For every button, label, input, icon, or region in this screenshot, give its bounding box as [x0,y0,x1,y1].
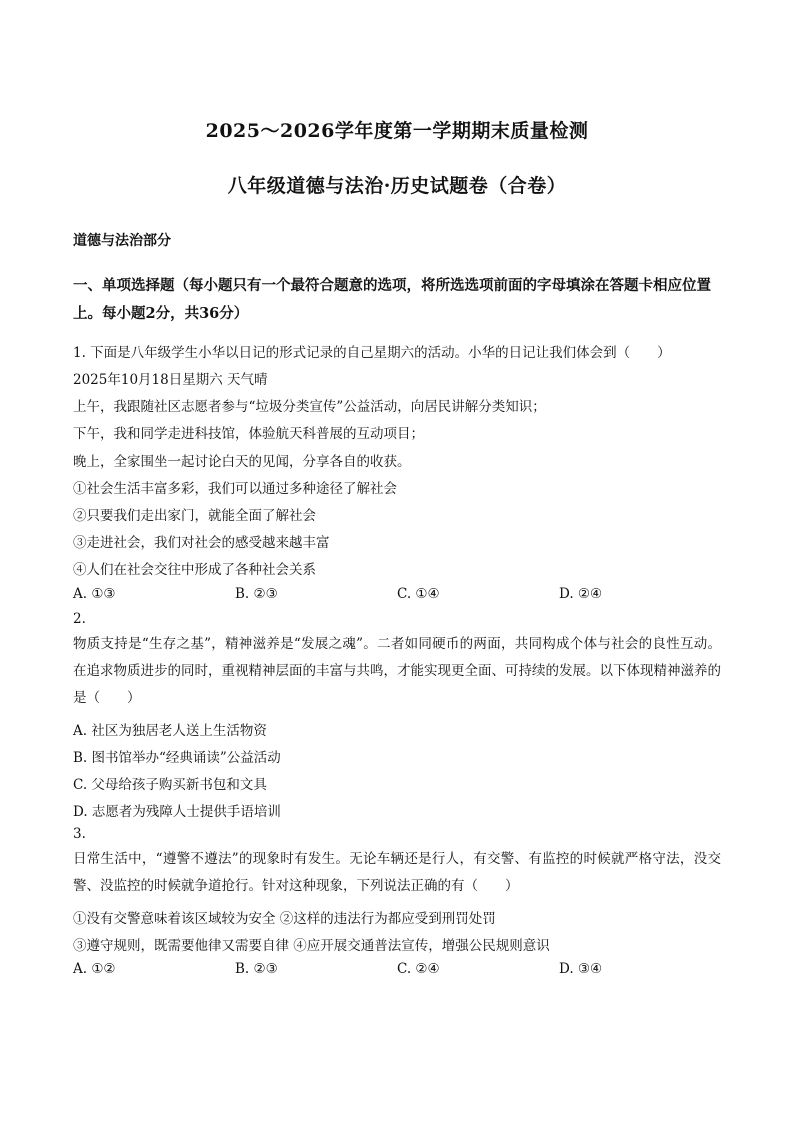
q3-statement-1: ①没有交警意味着该区域较为安全 ②这样的违法行为都应受到刑罚处罚 [73,911,496,927]
q3-option-c[interactable]: C. ②④ [397,961,440,977]
q1-statement-3: ③走进社会，我们对社会的感受越来越丰富 [73,535,330,551]
q3-options [73,961,733,981]
q3-stem: 日常生活中，“遵警不遵法”的现象时有发生。无论车辆还是行人，有交警、有监控的时候就严格守法，没交警、没监控的时候就争道抢行。针对这种现象，下列说法正确的有（ ） [73,851,721,894]
q1-diary-date: 2025年10月18日星期六 天气晴 [73,372,268,388]
q1-diary-morning: 上午，我跟随社区志愿者参与“垃圾分类宣传”公益活动，向居民讲解分类知识； [73,399,546,415]
q1-stem: 1. 下面是八年级学生小华以日记的形式记录的自己星期六的活动。小华的日记让我们体会到（ ） [73,345,671,361]
q2-stem: 物质支持是“生存之基”，精神滋养是“发展之魂”。二者如同硬币的两面，共同构成个体与社会的良性互动。在追求物质进步的同时，重视精神层面的丰富与共鸣，才能实现更全面、可持续的发展。以下体现精神滋养的是（ ） [73,636,721,706]
q3-option-d[interactable]: D. ③④ [559,961,603,977]
q2-option-a[interactable]: A. 社区为独居老人送上生活物资 [73,723,267,739]
q2-option-c[interactable]: C. 父母给孩子购买新书包和文具 [73,777,267,793]
q1-options [73,586,733,606]
q1-statement-2: ②只要我们走出家门，就能全面了解社会 [73,508,316,524]
q1-diary-evening: 晚上，全家围坐一起讨论白天的见闻，分享各自的收获。 [73,454,411,470]
q1-option-c[interactable]: C. ①④ [397,586,440,602]
part-heading: 一、单项选择题（每小题只有一个最符合题意的选项，将所选选项前面的字母填涂在答题卡相应位置上。每小题2分，共36分） [73,277,711,322]
q1-statement-4: ④人们在社会交往中形成了各种社会关系 [73,562,316,578]
q3-number: 3. [73,826,86,842]
q1-diary-afternoon: 下午，我和同学走进科技馆，体验航天科普展的互动项目； [73,426,424,442]
q2-option-d[interactable]: D. 志愿者为残障人士提供手语培训 [73,804,281,820]
q1-option-d[interactable]: D. ②④ [559,586,603,602]
exam-subtitle: 八年级道德与法治·历史试题卷（合卷） [227,175,567,197]
q1-option-b[interactable]: B. ②③ [235,586,278,602]
section-label: 道德与法治部分 [73,233,171,249]
q2-number: 2. [73,611,86,627]
q3-option-b[interactable]: B. ②③ [235,961,278,977]
q1-option-a[interactable]: A. ①③ [73,586,116,602]
q1-statement-1: ①社会生活丰富多彩，我们可以通过多种途径了解社会 [73,481,397,497]
q2-option-b[interactable]: B. 图书馆举办“经典诵读”公益活动 [73,750,281,766]
exam-title: 2025～2026学年度第一学期期末质量检测 [205,120,589,142]
q3-statement-2: ③遵守规则，既需要他律又需要自律 ④应开展交通普法宣传，增强公民规则意识 [73,938,550,954]
q3-option-a[interactable]: A. ①② [73,961,116,977]
